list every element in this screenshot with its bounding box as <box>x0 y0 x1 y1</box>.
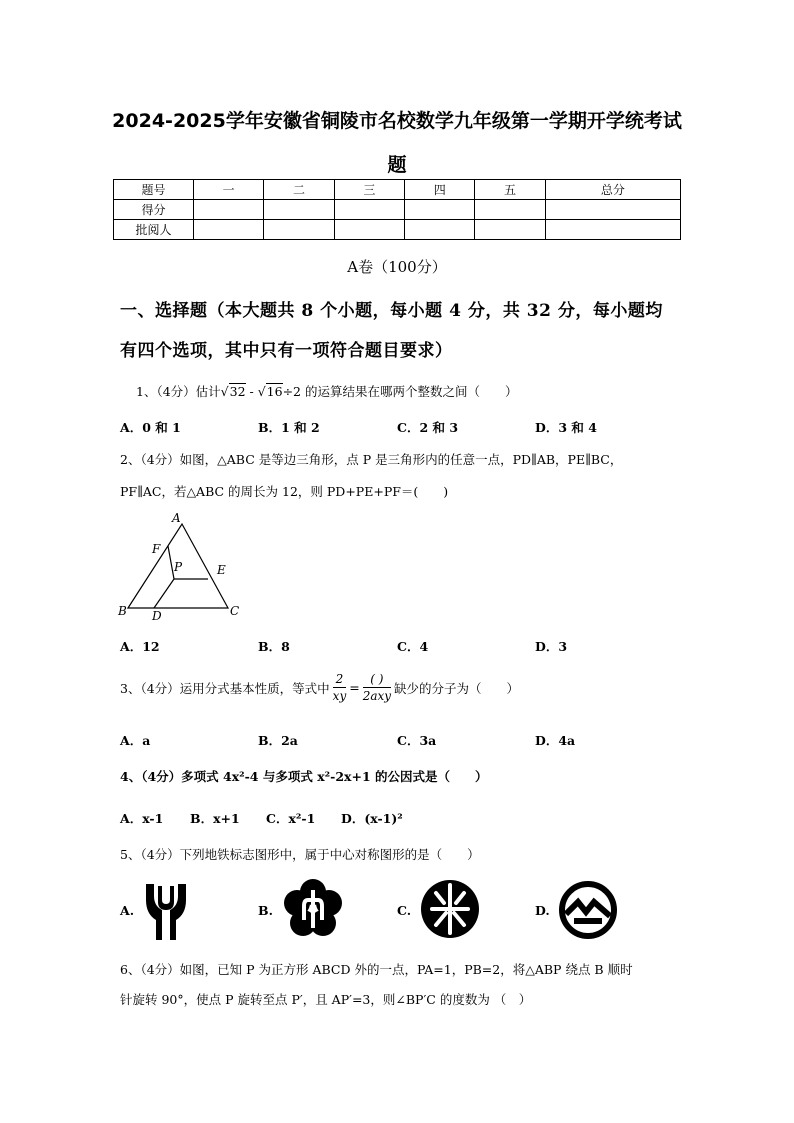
table-cell: 二 <box>264 180 334 200</box>
table-cell: 批阅人 <box>114 220 194 240</box>
question-6-line-2: 针旋转 90°，使点 P 旋转至点 P′，且 AP′=3，则∠BP′C 的度数为 （ ） <box>120 992 532 1007</box>
label-c: C <box>230 604 240 618</box>
table-cell <box>545 220 680 240</box>
table-cell <box>334 200 404 220</box>
label-a: A <box>172 511 181 525</box>
fraction-numerator: ( ) <box>363 671 391 688</box>
sqrt-radicand: 16 <box>266 384 283 399</box>
table-cell <box>264 220 334 240</box>
question-1-prefix: 1、（4分）估计 <box>136 384 221 399</box>
option-a: A．a <box>120 733 151 748</box>
fraction-right <box>363 671 391 704</box>
table-cell <box>545 200 680 220</box>
option-d: D. <box>535 903 550 918</box>
question-4: 4、（4分）多项式 4x²-4 与多项式 x²-2x+1 的公因式是（ ） <box>120 769 488 784</box>
part-a-heading: A卷（100分） <box>347 258 447 276</box>
question-2-line-1: 2、（4分）如图，△ABC 是等边三角形，点 P 是三角形内的任意一点，PD∥AB，PE∥BC， <box>120 452 623 467</box>
option-d: D．(x-1)² <box>341 811 403 826</box>
option-b: B．1 和 2 <box>258 420 320 435</box>
score-table-header-row <box>114 180 681 200</box>
fraction-numerator: 2 <box>333 671 347 688</box>
equals-sign: = <box>349 680 360 695</box>
score-table <box>113 179 681 240</box>
metro-logo-circle-icon <box>420 879 480 939</box>
table-cell <box>405 200 475 220</box>
metro-logo-flower-icon <box>282 878 344 940</box>
table-cell: 得分 <box>114 200 194 220</box>
option-d: D．3 <box>535 639 568 654</box>
option-b: B. <box>258 903 273 918</box>
question-1 <box>136 382 517 400</box>
question-1-suffix: ÷2 的运算结果在哪两个整数之间（ ） <box>282 384 518 399</box>
option-d: D．4a <box>535 733 576 748</box>
table-cell <box>475 200 545 220</box>
option-b: B．x+1 <box>190 811 240 826</box>
table-cell <box>194 220 264 240</box>
option-c: C．4 <box>397 639 429 654</box>
sqrt-sign: √ <box>220 384 229 399</box>
label-e: E <box>217 563 226 577</box>
table-cell: 题号 <box>114 180 194 200</box>
minus-sign: - <box>245 384 258 399</box>
segment-pd <box>154 579 174 608</box>
score-table-row <box>114 220 681 240</box>
question-3-suffix: 缺少的分子为（ ） <box>394 680 520 696</box>
sqrt-radicand: 32 <box>229 384 246 399</box>
sqrt-sign: √ <box>257 384 266 399</box>
question-3 <box>120 671 519 704</box>
label-p: P <box>174 560 183 574</box>
table-cell <box>334 220 404 240</box>
section-heading: 一、选择题（本大题共 8 个小题，每小题 4 分，共 32 分，每小题均 <box>120 301 663 321</box>
score-table-row <box>114 200 681 220</box>
table-cell: 五 <box>475 180 545 200</box>
option-c: C. <box>397 903 412 918</box>
option-c: C．3a <box>397 733 437 748</box>
question-6-line-1: 6、（4分）如图，已知 P 为正方形 ABCD 外的一点，PA=1，PB=2，将△ABP 绕点 B 顺时 <box>120 962 633 977</box>
question-2-line-2: PF∥AC，若△ABC 的周长为 12，则 PD+PE+PF＝( ) <box>120 484 449 499</box>
label-b: B <box>118 604 127 618</box>
metro-logo-y-icon <box>144 882 188 942</box>
table-cell: 三 <box>334 180 404 200</box>
option-d: D．3 和 4 <box>535 420 597 435</box>
page-title-continued: 题 <box>387 154 407 176</box>
table-cell: 一 <box>194 180 264 200</box>
metro-logo-mountain-icon <box>558 880 618 940</box>
fraction-denominator: xy <box>332 689 347 703</box>
option-b: B．2a <box>258 733 298 748</box>
table-cell <box>475 220 545 240</box>
option-a: A．12 <box>120 639 160 654</box>
label-d: D <box>152 609 162 623</box>
table-cell <box>264 200 334 220</box>
option-a: A．0 和 1 <box>120 420 181 435</box>
question-5: 5、（4分）下列地铁标志图形中，属于中心对称图形的是（ ） <box>120 847 480 862</box>
table-cell <box>194 200 264 220</box>
option-c: C．x²-1 <box>266 811 316 826</box>
fraction-denominator: 2axy <box>362 689 392 703</box>
section-heading-continued: 有四个选项，其中只有一项符合题目要求） <box>120 341 453 361</box>
option-b: B．8 <box>258 639 290 654</box>
page-title: 2024-2025学年安徽省铜陵市名校数学九年级第一学期开学统考试 <box>112 110 682 132</box>
table-cell: 总分 <box>545 180 680 200</box>
question-3-prefix: 3、（4分）运用分式基本性质，等式中 <box>120 680 330 696</box>
label-f: F <box>152 542 161 556</box>
option-c: C．2 和 3 <box>397 420 459 435</box>
triangle-figure <box>116 508 252 626</box>
table-cell: 四 <box>405 180 475 200</box>
fraction-left <box>333 671 347 704</box>
option-a: A．x-1 <box>120 811 164 826</box>
option-a: A. <box>120 903 135 918</box>
table-cell <box>405 220 475 240</box>
